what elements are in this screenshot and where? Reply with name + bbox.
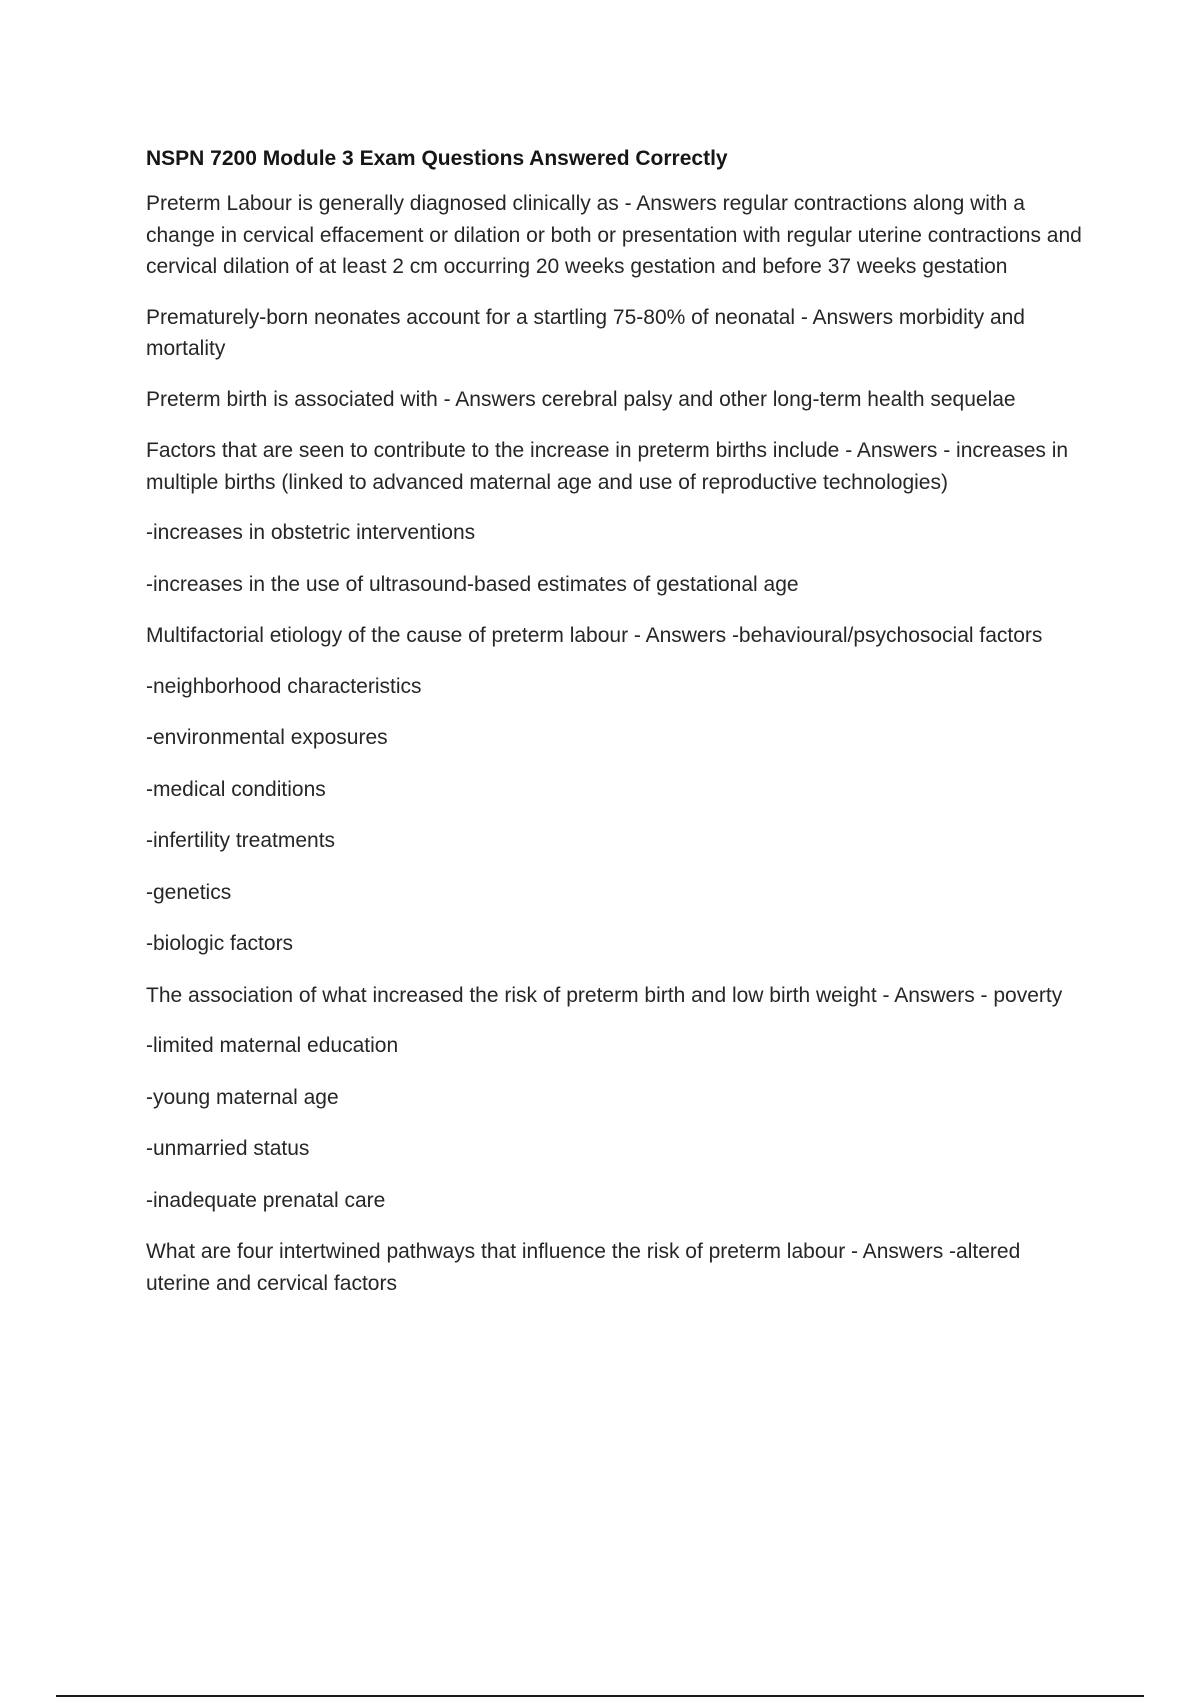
page-bottom-rule — [56, 1695, 1144, 1697]
list-item: -limited maternal education — [146, 1034, 399, 1057]
qa-intertwined-pathways: What are four intertwined pathways that influence the risk of preterm labour - Answers -altered uterine and cervical factors — [146, 1240, 1021, 1295]
list-item: -increases in obstetric interventions — [146, 521, 476, 544]
list-item: -increases in the use of ultrasound-based estimates of gestational age — [146, 572, 799, 596]
document-title: NSPN 7200 Module 3 Exam Questions Answered Correctly — [146, 147, 728, 170]
list-item: -infertility treatments — [146, 829, 336, 852]
qa-preterm-birth-association: Preterm birth is associated with - Answers cerebral palsy and other long-term health sequelae — [146, 387, 1016, 411]
qa-contributing-factors: Factors that are seen to contribute to the increase in preterm births include - Answers - increases in multiple births (linked to advanced maternal age and use of reproductive technologies) — [146, 439, 1069, 494]
list-item: -genetics — [146, 880, 232, 904]
document-body — [146, 144, 1086, 1318]
list-item: -inadequate prenatal care — [146, 1188, 386, 1212]
qa-multifactorial-etiology: Multifactorial etiology of the cause of preterm labour - Answers -behavioural/psychosocial factors — [146, 624, 1043, 647]
list-item: -neighborhood characteristics — [146, 674, 422, 698]
qa-risk-association: The association of what increased the risk of preterm birth and low birth weight - Answers - poverty — [146, 983, 1063, 1007]
list-item: -biologic factors — [146, 932, 294, 955]
list-item: -unmarried status — [146, 1137, 310, 1160]
list-item: -young maternal age — [146, 1085, 339, 1109]
list-item: -medical conditions — [146, 777, 326, 801]
qa-neonatal-morbidity: Prematurely-born neonates account for a startling 75-80% of neonatal - Answers morbidity and mortality — [146, 305, 1025, 360]
qa-preterm-labour-diagnosis: Preterm Labour is generally diagnosed clinically as - Answers regular contractions along with a change in cervical effacement or dilation or both or presentation with regular uterine contractions and cervical dilation of at least 2 cm occurring 20 weeks gestation and before 37 weeks gestation — [146, 192, 1082, 278]
list-item: -environmental exposures — [146, 726, 388, 749]
